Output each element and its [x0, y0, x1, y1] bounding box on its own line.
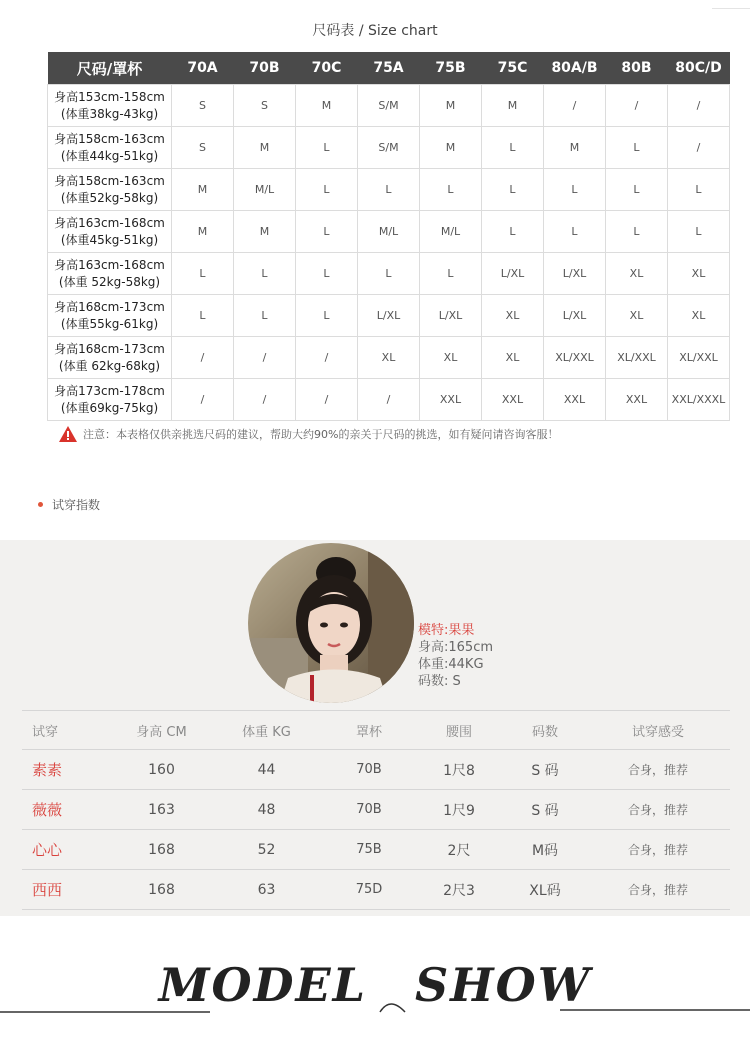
corner-header: 尺码/罩杯 [48, 52, 172, 85]
size-cell: XL/XXL [544, 337, 606, 379]
size-cell: L [296, 211, 358, 253]
size-cell: XL [420, 337, 482, 379]
model-height: 身高:165cm [418, 640, 494, 655]
model-info [418, 622, 493, 690]
size-cell: L [544, 211, 606, 253]
size-cell: XXL/XXXL [668, 379, 730, 421]
condition-height: 身高168cm-173cm [54, 299, 165, 314]
fitting-section-label [38, 496, 100, 513]
size-cell: M [172, 169, 234, 211]
size-cell: XL [668, 253, 730, 295]
size-cell: L [296, 127, 358, 169]
size-cell: S [172, 85, 234, 127]
fitting-cell: 168 [114, 830, 209, 870]
size-cell: L [358, 169, 420, 211]
size-cell: L [482, 127, 544, 169]
size-cell: / [668, 85, 730, 127]
size-column-header: 80A/B [544, 52, 606, 85]
size-cell: XXL [420, 379, 482, 421]
size-row [48, 295, 730, 337]
size-cell: XXL [606, 379, 668, 421]
note-text: 注意：本表格仅供亲挑选尺码的建议，帮助大约90%的亲关于尺码的挑选，如有疑问请咨询客服！ [83, 428, 559, 441]
condition-height: 身高158cm-163cm [54, 131, 165, 146]
size-cell: / [668, 127, 730, 169]
size-cell: L/XL [420, 295, 482, 337]
size-cell: XL/XXL [668, 337, 730, 379]
size-row [48, 169, 730, 211]
size-cell: L [172, 295, 234, 337]
fitting-header-row [22, 711, 730, 750]
size-row [48, 337, 730, 379]
size-cell: M [234, 127, 296, 169]
size-cell: / [172, 337, 234, 379]
fitting-cell: 70B [324, 750, 414, 790]
size-cell: / [358, 379, 420, 421]
condition-height: 身高158cm-163cm [54, 173, 165, 188]
size-cell: M [172, 211, 234, 253]
size-cell: S/M [358, 127, 420, 169]
size-cell: / [172, 379, 234, 421]
size-chart-header-row [48, 52, 730, 85]
fitting-cell: XL码 [504, 870, 586, 910]
fitting-cell: M码 [504, 830, 586, 870]
fitting-cell: S 码 [504, 750, 586, 790]
size-cell: L [668, 169, 730, 211]
size-column-header: 75C [482, 52, 544, 85]
size-cell: M [296, 85, 358, 127]
fitting-column-header: 体重 KG [209, 711, 324, 750]
condition-weight: (体重45kg-51kg) [60, 232, 159, 247]
body-condition-cell [48, 211, 172, 253]
body-condition-cell [48, 295, 172, 337]
condition-height: 身高153cm-158cm [54, 89, 165, 104]
size-cell: L [420, 169, 482, 211]
fitting-cell: 2尺 [414, 830, 504, 870]
fitting-column-header: 试穿 [22, 711, 114, 750]
size-cell: L/XL [482, 253, 544, 295]
size-cell: L [420, 253, 482, 295]
size-cell: / [296, 379, 358, 421]
condition-weight: (体重 62kg-68kg) [58, 358, 161, 373]
fitting-cell: 70B [324, 790, 414, 830]
fitting-cell: 75D [324, 870, 414, 910]
size-column-header: 70B [234, 52, 296, 85]
fitting-cell: 合身，推荐 [586, 830, 730, 870]
size-cell: M [234, 211, 296, 253]
size-cell: XL [358, 337, 420, 379]
size-cell: L/XL [544, 295, 606, 337]
fitting-column-header: 试穿感受 [586, 711, 730, 750]
size-cell: M [482, 85, 544, 127]
fitting-cell: 1尺8 [414, 750, 504, 790]
fitting-row [22, 870, 730, 910]
fitting-cell: 63 [209, 870, 324, 910]
size-cell: M [544, 127, 606, 169]
size-row [48, 127, 730, 169]
size-cell: L [606, 211, 668, 253]
model-name: 模特:果果 [418, 623, 475, 638]
size-row [48, 379, 730, 421]
size-cell: / [296, 337, 358, 379]
fitting-cell: 2尺3 [414, 870, 504, 910]
fitting-cell: S 码 [504, 790, 586, 830]
condition-height: 身高168cm-173cm [54, 341, 165, 356]
size-cell: M [420, 85, 482, 127]
model-avatar [248, 543, 414, 703]
size-cell: S [234, 85, 296, 127]
size-cell: XL [606, 253, 668, 295]
size-column-header: 70C [296, 52, 358, 85]
condition-weight: (体重44kg-51kg) [60, 148, 159, 163]
size-cell: / [234, 379, 296, 421]
size-cell: XL [668, 295, 730, 337]
size-column-header: 80B [606, 52, 668, 85]
model-show-underline [0, 1000, 750, 1020]
bullet-icon [38, 502, 43, 507]
size-cell: S [172, 127, 234, 169]
body-condition-cell [48, 85, 172, 127]
fitting-cell: 160 [114, 750, 209, 790]
top-divider [712, 8, 750, 9]
size-column-header: 80C/D [668, 52, 730, 85]
size-cell: / [234, 337, 296, 379]
size-note [59, 426, 558, 442]
body-condition-cell [48, 337, 172, 379]
fitting-column-header: 罩杯 [324, 711, 414, 750]
warning-icon [59, 426, 77, 442]
body-condition-cell [48, 169, 172, 211]
size-cell: L [482, 169, 544, 211]
fitting-column-header: 身高 CM [114, 711, 209, 750]
condition-weight: (体重38kg-43kg) [60, 106, 159, 121]
condition-height: 身高163cm-168cm [54, 257, 165, 272]
fitting-cell: 西西 [22, 870, 114, 910]
fitting-cell: 素素 [22, 750, 114, 790]
size-cell: L [358, 253, 420, 295]
size-chart-table [47, 52, 730, 421]
size-row [48, 85, 730, 127]
fitting-cell: 52 [209, 830, 324, 870]
fitting-row [22, 790, 730, 830]
body-condition-cell [48, 127, 172, 169]
size-cell: XXL [482, 379, 544, 421]
size-cell: / [606, 85, 668, 127]
size-cell: L [296, 295, 358, 337]
size-cell: L/XL [544, 253, 606, 295]
size-row [48, 211, 730, 253]
size-cell: L [296, 169, 358, 211]
fitting-cell: 1尺9 [414, 790, 504, 830]
body-condition-cell [48, 379, 172, 421]
fitting-cell: 合身，推荐 [586, 790, 730, 830]
fitting-cell: 合身，推荐 [586, 750, 730, 790]
fitting-cell: 心心 [22, 830, 114, 870]
fitting-cell: 163 [114, 790, 209, 830]
fitting-column-header: 码数 [504, 711, 586, 750]
size-cell: M/L [358, 211, 420, 253]
size-column-header: 75B [420, 52, 482, 85]
model-weight: 体重:44KG [418, 657, 484, 672]
size-cell: M/L [234, 169, 296, 211]
size-cell: XL/XXL [606, 337, 668, 379]
condition-weight: (体重 52kg-58kg) [58, 274, 161, 289]
size-cell: M [420, 127, 482, 169]
size-row [48, 253, 730, 295]
fitting-row [22, 750, 730, 790]
size-cell: L [296, 253, 358, 295]
size-cell: L [172, 253, 234, 295]
size-cell: / [544, 85, 606, 127]
size-cell: M/L [420, 211, 482, 253]
size-cell: XXL [544, 379, 606, 421]
fitting-cell: 44 [209, 750, 324, 790]
fitting-cell: 合身，推荐 [586, 870, 730, 910]
size-cell: XL [482, 295, 544, 337]
size-cell: L [544, 169, 606, 211]
size-cell: L/XL [358, 295, 420, 337]
body-condition-cell [48, 253, 172, 295]
fitting-cell: 48 [209, 790, 324, 830]
model-show-title: MODEL SHOW [158, 958, 592, 1012]
condition-weight: (体重69kg-75kg) [60, 400, 159, 415]
fitting-cell: 薇薇 [22, 790, 114, 830]
condition-weight: (体重52kg-58kg) [60, 190, 159, 205]
size-cell: L [234, 295, 296, 337]
size-cell: L [606, 127, 668, 169]
size-cell: L [234, 253, 296, 295]
fitting-row [22, 830, 730, 870]
fitting-column-header: 腰围 [414, 711, 504, 750]
size-cell: L [668, 211, 730, 253]
condition-weight: (体重55kg-61kg) [60, 316, 159, 331]
size-cell: XL [606, 295, 668, 337]
page-title: 尺码表 / Size chart [312, 23, 438, 39]
fitting-cell: 75B [324, 830, 414, 870]
size-cell: L [482, 211, 544, 253]
fitting-table [22, 710, 730, 910]
condition-height: 身高173cm-178cm [54, 383, 165, 398]
size-cell: S/M [358, 85, 420, 127]
model-photo [248, 543, 414, 703]
condition-height: 身高163cm-168cm [54, 215, 165, 230]
size-column-header: 70A [172, 52, 234, 85]
model-size: 码数: S [418, 674, 461, 689]
size-cell: XL [482, 337, 544, 379]
section-label-text: 试穿指数 [52, 498, 101, 512]
size-column-header: 75A [358, 52, 420, 85]
fitting-cell: 168 [114, 870, 209, 910]
size-cell: L [606, 169, 668, 211]
